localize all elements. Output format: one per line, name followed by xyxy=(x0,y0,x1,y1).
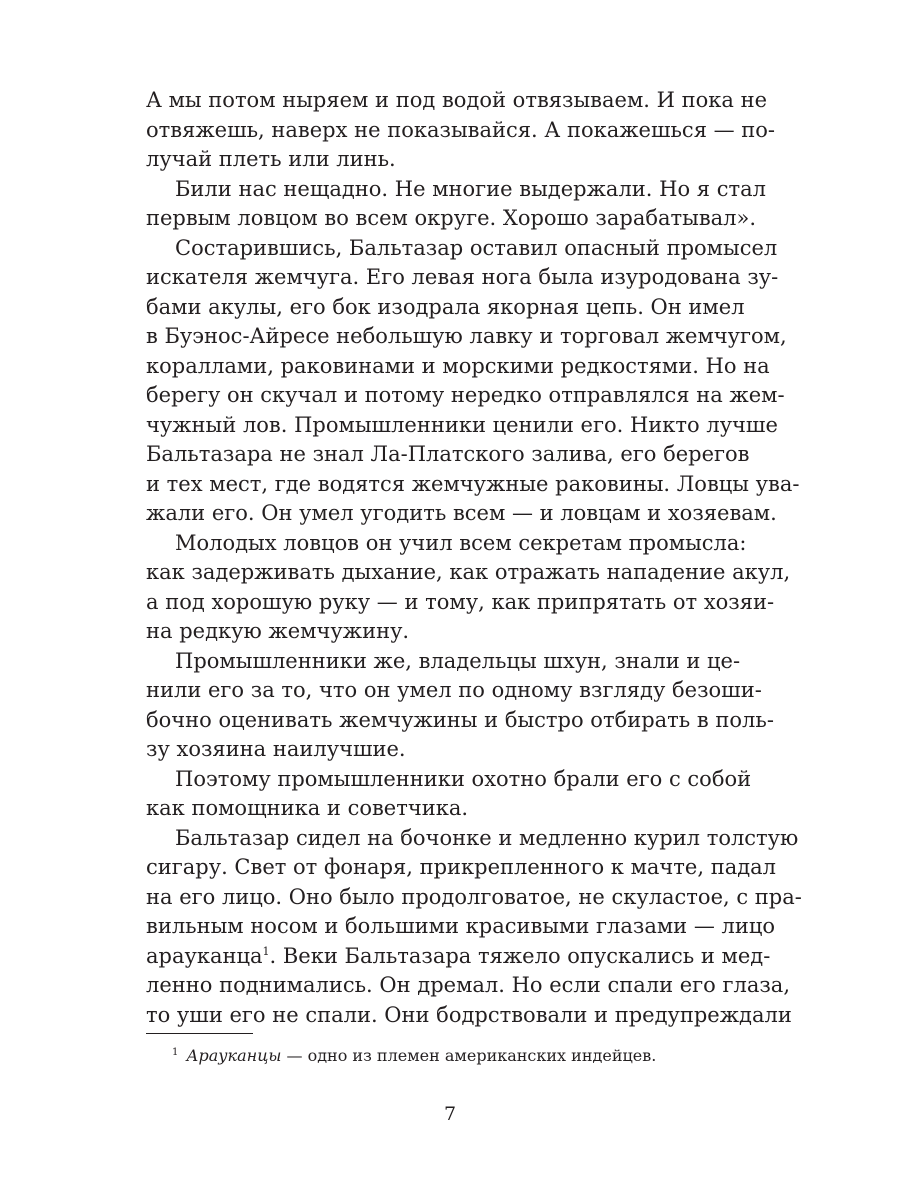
text-line: то уши его не спали. Они бодрствовали и предупреждали xyxy=(146,1002,792,1027)
text-line: как помощника и советчика. xyxy=(146,796,469,820)
text-line: лучай плеть или линь. xyxy=(146,147,396,171)
text-line: а под хорошую руку — и тому, как припрятать от хозяи- xyxy=(146,589,775,614)
text-line: Поэтому промышленники охотно брали его с собой xyxy=(175,766,752,791)
text-line: чужный лов. Промышленники ценили его. Никто лучше xyxy=(146,412,778,437)
footnote-reference[interactable]: 1 xyxy=(262,944,270,958)
text-line: жали его. Он умел угодить всем — и ловцам и хозяевам. xyxy=(146,501,777,525)
text-line: кораллами, раковинами и морскими редкостями. Но на xyxy=(146,353,770,378)
text-line: нили его за то, что он умел по одному взгляду безоши- xyxy=(146,678,762,702)
footnote-term: Арауканцы xyxy=(186,1046,282,1065)
page-number: 7 xyxy=(443,1103,457,1125)
text-line: вильным носом и большими красивыми глазами — лицо xyxy=(146,914,776,938)
text-line: на его лицо. Оно было продолговатое, не скуластое, с пра- xyxy=(146,884,802,909)
text-line: бочно оценивать жемчужины и быстро отбирать в поль- xyxy=(146,707,774,732)
text-line-rest: . Веки Бальтазара тяжело опускались и мед- xyxy=(269,943,771,968)
text-line: сигару. Свет от фонаря, прикрепленного к мачте, падал xyxy=(146,855,777,879)
footnote-number: 1 xyxy=(172,1047,179,1058)
text-line: на редкую жемчужину. xyxy=(146,619,410,643)
text-line: Промышленники же, владельцы шхун, знали и це- xyxy=(175,648,741,673)
text-line: первым ловцом во всем округе. Хорошо зарабатывал». xyxy=(146,206,757,230)
text-line: Молодых ловцов он учил всем секретам промысла: xyxy=(175,530,747,555)
text-line: Состарившись, Бальтазар оставил опасный промысел xyxy=(175,235,778,260)
footnote-divider xyxy=(146,1033,253,1034)
text-line: Бальтазара не знал Ла-Платского залива, его берегов xyxy=(146,442,750,466)
text-line: бами акулы, его бок изодрала якорная цепь. Он имел xyxy=(146,294,745,319)
text-line: ленно поднимались. Он дремал. Но если спали его глаза, xyxy=(146,973,790,997)
footnote-text: — одно из племен американских индейцев. xyxy=(281,1046,657,1065)
text-line xyxy=(146,942,771,972)
text-line: отвяжешь, наверх не показывайся. А покажешься — по- xyxy=(146,117,776,142)
footnote-anchor-word: арауканца xyxy=(146,943,263,968)
text-line: в Буэнос-Айресе небольшую лавку и торговал жемчугом, xyxy=(146,324,787,348)
footnote xyxy=(172,1042,656,1067)
text-line: берегу он скучал и потому нередко отправлялся на жем- xyxy=(146,383,785,407)
text-line: Бальтазар сидел на бочонке и медленно курил толстую xyxy=(175,825,799,850)
text-line: искателя жемчуга. Его левая нога была изуродована зу- xyxy=(146,265,779,289)
text-line: как задерживать дыхание, как отражать нападение акул, xyxy=(146,560,791,584)
text-line: и тех мест, где водятся жемчужные раковины. Ловцы ува- xyxy=(146,471,800,496)
text-line: зу хозяина наилучшие. xyxy=(146,737,406,761)
body-text xyxy=(146,86,802,1030)
text-line: А мы потом ныряем и под водой отвязываем. И пока не xyxy=(146,88,768,112)
text-line: Били нас нещадно. Не многие выдержали. Но я стал xyxy=(175,176,766,201)
